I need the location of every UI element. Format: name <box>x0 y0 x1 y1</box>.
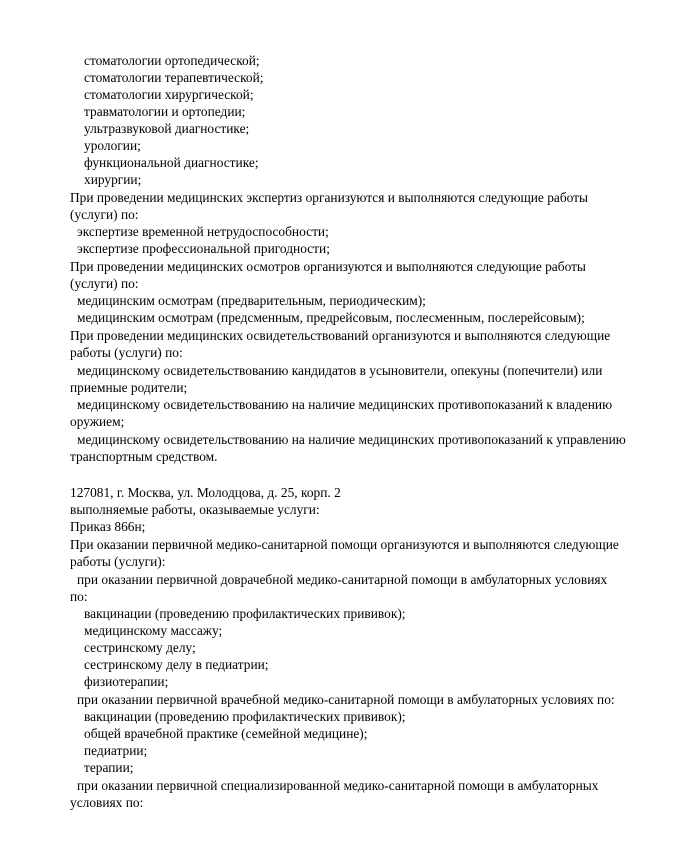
text-line: при оказании первичной доврачебной медико-санитарной помощи в амбулаторных условиях <box>77 572 608 587</box>
text-line: общей врачебной практике (семейной медицине); <box>84 726 368 741</box>
text-line: экспертизе профессиональной пригодности; <box>77 241 330 256</box>
text-line: физиотерапии; <box>84 674 169 689</box>
text-line: травматологии и ортопедии; <box>84 104 246 119</box>
text-line: сестринскому делу; <box>84 640 196 655</box>
text-line: Приказ 866н; <box>70 519 146 534</box>
text-line: медицинским осмотрам (предварительным, периодическим); <box>77 293 426 308</box>
text-line: педиатрии; <box>84 743 148 758</box>
paragraph-line: При оказании первичной медико-санитарной помощи организуются и выполняются следующие <box>70 537 619 552</box>
text-line: по: <box>70 589 88 604</box>
paragraph-line: При проведении медицинских осмотров организуются и выполняются следующие работы <box>70 259 586 274</box>
text-line: условиях по: <box>70 795 144 810</box>
text-line: терапии; <box>84 760 134 775</box>
text-line: ультразвуковой диагностике; <box>84 121 250 136</box>
text-line: при оказании первичной врачебной медико-санитарной помощи в амбулаторных условиях по: <box>77 692 615 707</box>
text-line: стоматологии терапевтической; <box>84 70 264 85</box>
text-line: экспертизе временной нетрудоспособности; <box>77 224 329 239</box>
text-line: при оказании первичной специализированной медико-санитарной помощи в амбулаторных <box>77 778 599 793</box>
text-line: медицинскому освидетельствованию на наличие медицинских противопоказаний к владению <box>77 397 613 412</box>
text-line: медицинскому освидетельствованию кандидатов в усыновители, опекуны (попечители) или <box>77 363 603 378</box>
text-line: медицинским осмотрам (предсменным, предрейсовым, послесменным, послерейсовым); <box>77 310 585 325</box>
text-line: транспортным средством. <box>70 449 218 464</box>
text-line: функциональной диагностике; <box>84 155 259 170</box>
text-line: вакцинации (проведению профилактических прививок); <box>84 709 406 724</box>
text-line: выполняемые работы, оказываемые услуги: <box>70 502 320 517</box>
text-line: хирургии; <box>84 172 142 187</box>
paragraph-line: работы (услуги) по: <box>70 345 183 360</box>
text-line: урологии; <box>84 138 141 153</box>
text-line: медицинскому освидетельствованию на наличие медицинских противопоказаний к управлению <box>77 432 626 447</box>
text-line: стоматологии ортопедической; <box>84 53 260 68</box>
text-line: медицинскому массажу; <box>84 623 223 638</box>
paragraph-line: При проведении медицинских освидетельствований организуются и выполняются следующие <box>70 328 611 343</box>
paragraph-line: (услуги) по: <box>70 276 139 291</box>
address-line: 127081, г. Москва, ул. Молодцова, д. 25, корп. 2 <box>70 485 341 500</box>
text-line: приемные родители; <box>70 380 188 395</box>
paragraph-line: (услуги) по: <box>70 207 139 222</box>
text-line: стоматологии хирургической; <box>84 87 254 102</box>
text-line: вакцинации (проведению профилактических прививок); <box>84 606 406 621</box>
paragraph-line: При проведении медицинских экспертиз организуются и выполняются следующие работы <box>70 190 589 205</box>
paragraph-line: работы (услуги): <box>70 554 166 569</box>
text-line: сестринскому делу в педиатрии; <box>84 657 269 672</box>
text-line: оружием; <box>70 414 125 429</box>
